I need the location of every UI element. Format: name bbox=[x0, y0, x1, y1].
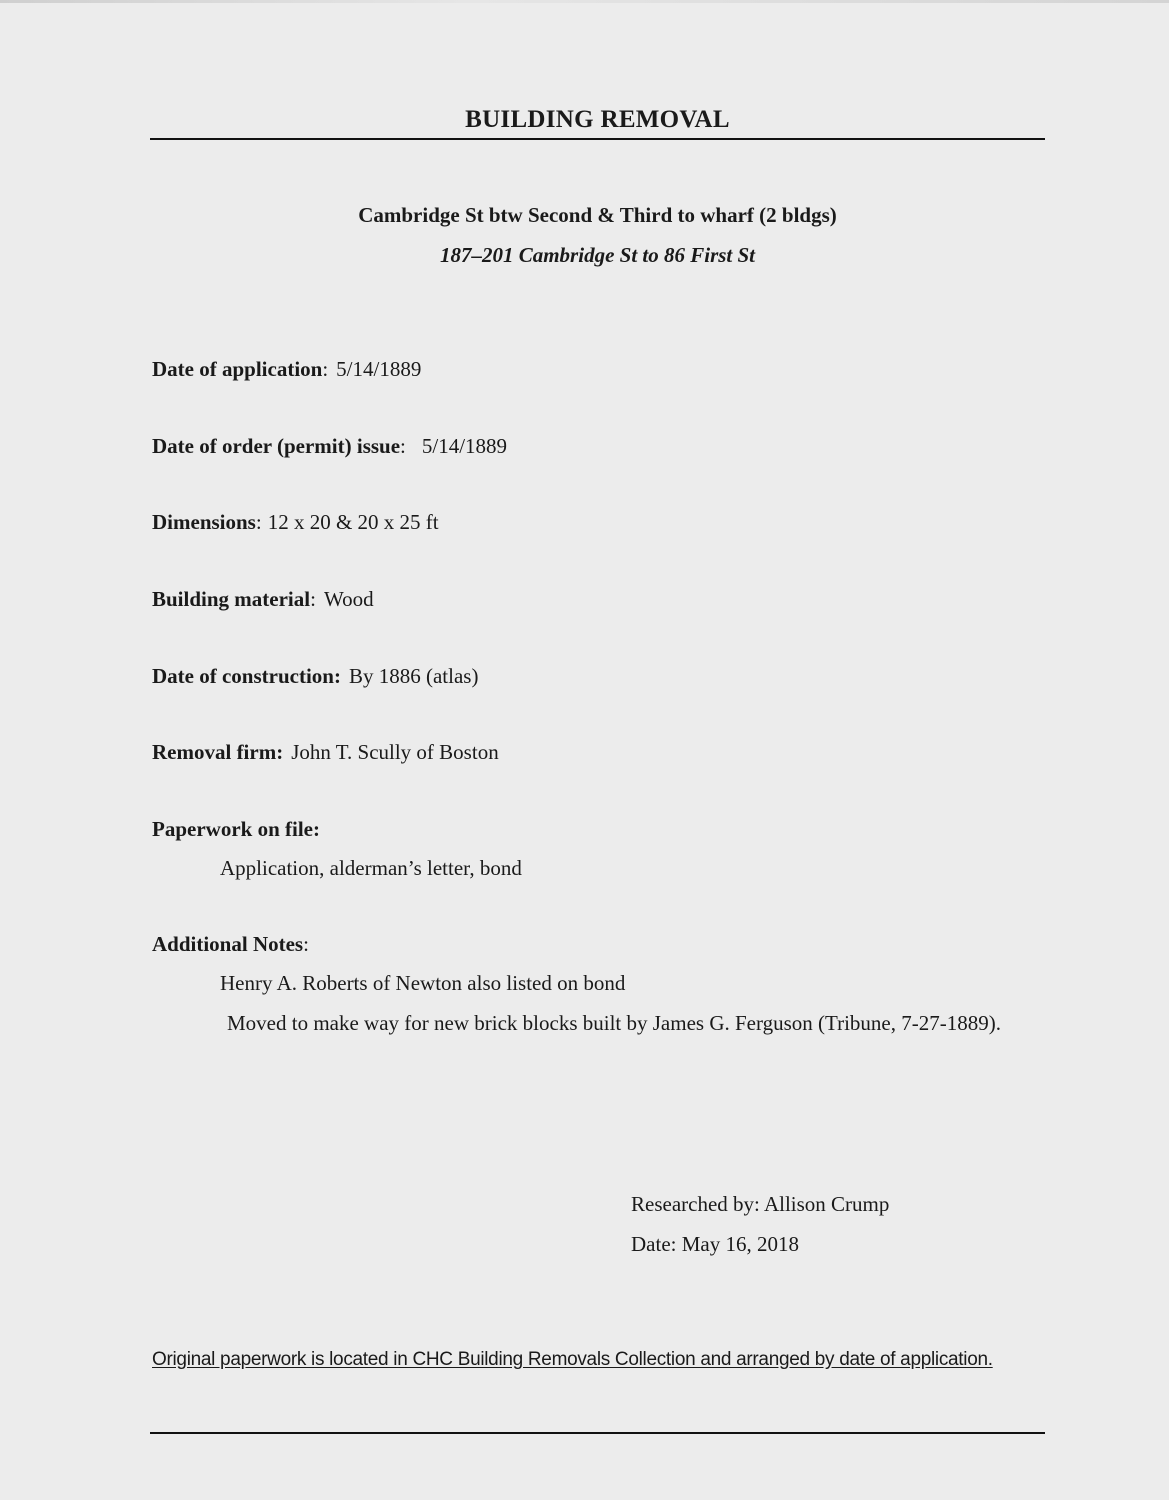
address-line: 187–201 Cambridge St to 86 First St bbox=[439, 243, 756, 267]
field-value: 12 x 20 & 20 x 25 ft bbox=[267, 510, 439, 534]
field-separator: : bbox=[310, 587, 316, 611]
field-separator: : bbox=[400, 434, 406, 458]
footer-note: Original paperwork is located in CHC Building Removals Collection and arranged by date of application. bbox=[152, 1349, 993, 1370]
building-material-field bbox=[152, 587, 374, 612]
field-label: Date of application bbox=[152, 357, 323, 381]
field-label: Paperwork on file: bbox=[152, 817, 320, 841]
field-value: John T. Scully of Boston bbox=[291, 740, 499, 764]
additional-notes-label bbox=[152, 932, 309, 957]
date-of-order-field bbox=[152, 434, 507, 459]
date-of-construction-field bbox=[152, 664, 478, 689]
field-value: By 1886 (atlas) bbox=[348, 664, 479, 688]
removal-firm-field bbox=[152, 740, 499, 765]
field-label: Date of construction: bbox=[152, 664, 341, 688]
page-top-edge bbox=[0, 0, 1169, 3]
date-of-application-field bbox=[152, 357, 421, 382]
field-separator: : bbox=[303, 932, 309, 956]
note-line: Henry A. Roberts of Newton also listed on bond bbox=[220, 971, 626, 995]
field-separator: : bbox=[255, 510, 262, 534]
field-label: Building material bbox=[152, 587, 311, 611]
title-rule bbox=[150, 138, 1045, 140]
location-subtitle: Cambridge St btw Second & Third to wharf (2 bldgs) bbox=[358, 203, 837, 227]
dimensions-field bbox=[152, 510, 439, 535]
field-value: 5/14/1889 bbox=[421, 434, 508, 458]
field-label: Date of order (permit) issue bbox=[152, 434, 401, 458]
footer-rule bbox=[150, 1432, 1045, 1434]
field-label: Dimensions bbox=[152, 510, 256, 534]
field-label: Additional Notes bbox=[152, 932, 304, 956]
field-value: Wood bbox=[323, 587, 374, 611]
document-title: BUILDING REMOVAL bbox=[465, 106, 730, 133]
paperwork-label bbox=[152, 817, 320, 842]
researched-by: Researched by: Allison Crump bbox=[631, 1192, 890, 1216]
field-label: Removal firm: bbox=[152, 740, 284, 764]
field-separator: : bbox=[322, 357, 329, 381]
research-date: Date: May 16, 2018 bbox=[631, 1232, 799, 1256]
field-value: 5/14/1889 bbox=[336, 357, 422, 381]
paperwork-value: Application, alderman’s letter, bond bbox=[220, 856, 522, 880]
note-line: Moved to make way for new brick blocks built by James G. Ferguson (Tribune, 7-27-1889). bbox=[227, 1011, 1001, 1035]
